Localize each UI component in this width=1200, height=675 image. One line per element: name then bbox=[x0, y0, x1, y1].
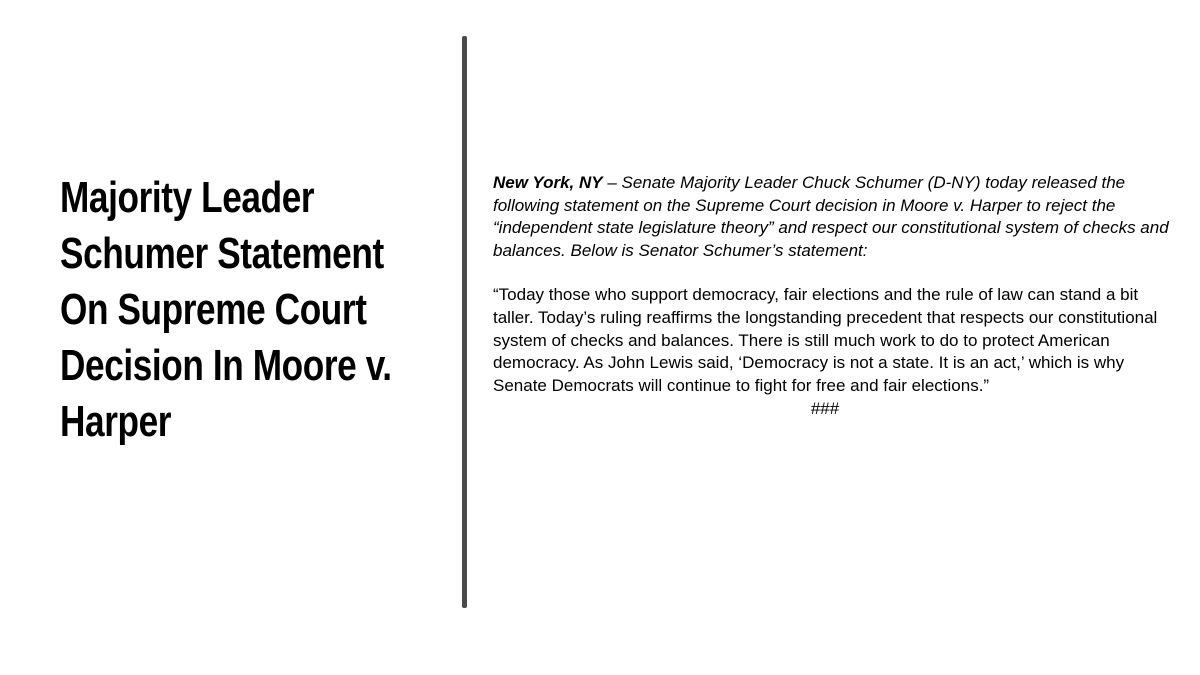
end-mark: ### bbox=[810, 399, 840, 419]
statement-title bbox=[60, 170, 392, 450]
quote-paragraph: “Today those who support democracy, fair elections and the rule of law can stand a bit taller. Today’s ruling reaffirms the longstanding precedent that respects our constitutional system of checks and balances. There is still much work to do to protect American democracy. As John Lewis said, ‘Democracy is not a state. It is an act,’ which is why Senate Democrats will continue to fight for free and fair elections.” bbox=[493, 285, 1158, 395]
title-line: Decision In Moore v. bbox=[60, 341, 392, 390]
title-line: Majority Leader bbox=[60, 173, 315, 222]
intro-text: – Senate Majority Leader Chuck Schumer (D-NY) today released the following statement on the Supreme Court decision in Moore v. Harper to reject the “independent state legislature theory” and respect our constitutional system of checks and balances. Below is Senator Schumer’s statement: bbox=[493, 173, 1169, 260]
intro-paragraph bbox=[493, 172, 1173, 262]
dateline: New York, NY bbox=[493, 173, 603, 192]
title-line: Harper bbox=[60, 397, 172, 446]
title-line: On Supreme Court bbox=[60, 285, 367, 334]
title-line: Schumer Statement bbox=[60, 229, 384, 278]
vertical-divider bbox=[462, 36, 467, 608]
statement-body bbox=[493, 172, 1173, 421]
